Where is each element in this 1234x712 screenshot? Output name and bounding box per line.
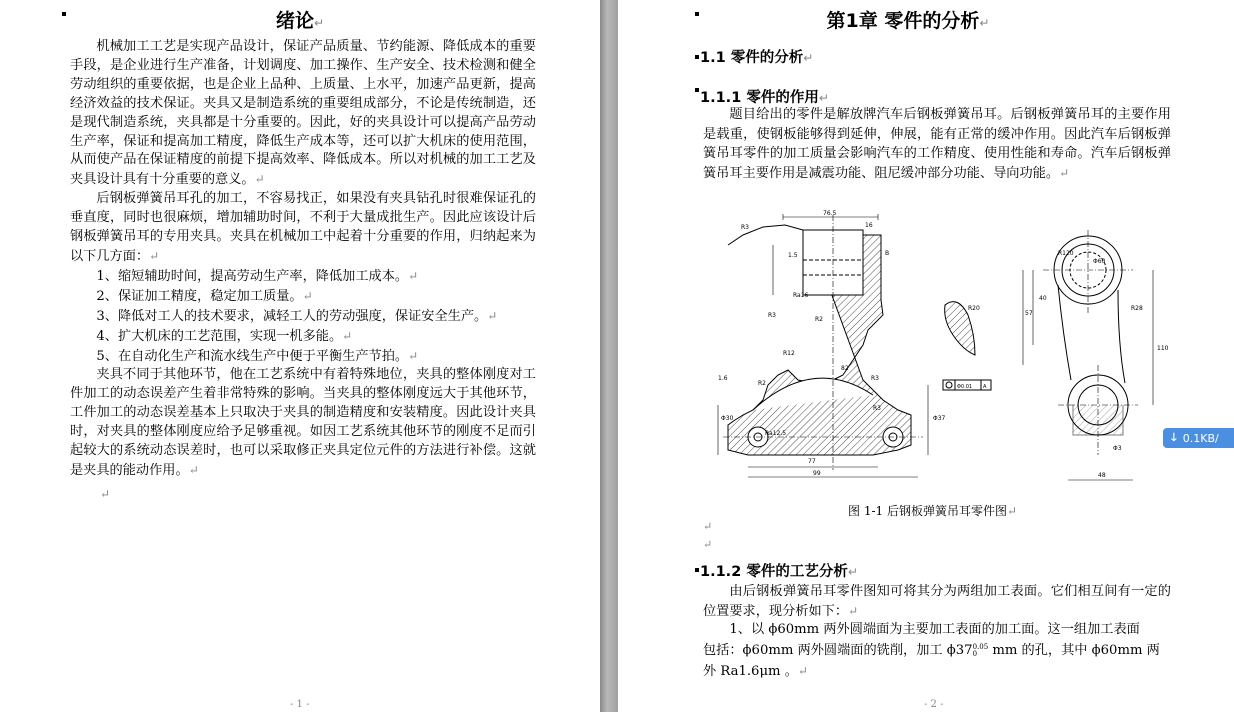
document-page-1	[0, 0, 600, 712]
dim-label: Φ3	[1113, 445, 1122, 452]
empty-paragraph: ↵	[703, 538, 713, 551]
paragraph: 机械加工工艺是实现产品设计，保证产品质量、节约能源、降低成本的重要手段，是企业进行生产准备，计划调度、加工操作、生产安全、技术检测和健全劳动组织的重要依据，也是企业上品种、上质量、上水平，加速产品更新，提高经济效益的技术保证。夹具又是制造系统的重要组成部分，不论是传统制造，还是现代制造系统，夹具都是十分重要的。因此，好的夹具设计可以提高产品劳动生产率，保证和提高加工精度，降低生产成本等，还可以扩大机床的使用范围，从而使产品在保证精度的前提下提高效率、降低成本。所以对机械的加工工艺及夹具设计具有十分重要的意义。↵	[70, 39, 536, 188]
section-heading-1-1-1: 1.1.1 零件的作用↵	[700, 90, 829, 106]
document-page-2	[618, 0, 1234, 712]
dim-label: 76.5	[823, 210, 837, 217]
dim-label: R3	[871, 375, 879, 382]
download-speed-badge[interactable]	[1163, 428, 1234, 448]
dim-label: R2	[758, 380, 766, 387]
page-gap	[600, 0, 618, 712]
list-item-1: 1、以 ϕ60mm 两外圆端面为主要加工表面的加工面。这一组加工表面 包括：ϕ60mm 两外圆端面的铣削，加工 ϕ37 0.05 0 mm 的孔，其中 ϕ60mm 两 外 Ra1.6μm 。↵	[703, 622, 1160, 679]
dim-label: 16	[865, 222, 873, 229]
list-item: 3、降低对工人的技术要求，减轻工人的劳动强度，保证安全生产。↵	[96, 308, 498, 324]
paragraph: 夹具不同于其他环节，他在工艺系统中有着特殊地位，夹具的整体刚度对工件加工的动态误差产生着非常特殊的影响。当夹具的整体刚度远大于其他环节，工件加工的动态误差基本上只取决于夹具的制造精度和安装精度。因此设计夹具时，对夹具的整体刚度应给予足够重视。如因工艺系统其他环节的刚度不足而引起较大的系统动态误差时，也可以采取修正夹具定位元件的方法进行补偿。这就是夹具的能动作用。↵	[70, 367, 536, 478]
list-item: 2、保证加工精度，稳定加工质量。↵	[96, 288, 313, 304]
list-bullet	[695, 55, 699, 59]
dim-label: Ra12.5	[765, 430, 787, 437]
dim-label: Φ30	[721, 415, 734, 422]
section-heading-1-1: 1.1 零件的分析↵	[700, 50, 814, 66]
dim-label: B	[885, 250, 890, 257]
dim-label: Φ60	[1093, 258, 1106, 265]
dim-label: R28	[1131, 305, 1143, 312]
dim-label: R120	[1058, 250, 1074, 257]
empty-paragraph: ↵	[100, 486, 111, 501]
part-drawing	[713, 205, 1173, 500]
download-speed-label: 0.1KB/	[1182, 431, 1219, 445]
empty-paragraph: ↵	[703, 520, 713, 533]
paragraph-1-1-2: 由后钢板弹簧吊耳零件图知可将其分为两组加工表面。它们相互间有一定的位置要求，现分析如下：↵	[703, 584, 1171, 619]
page-title: 绪论↵	[275, 10, 325, 32]
dim-label: 40	[1039, 295, 1047, 302]
paragraph: 后钢板弹簧吊耳孔的加工，不容易找正，如果没有夹具钻孔时很难保证孔的垂直度，同时也很麻烦，增加辅助时间，不利于大量成批生产。因此应该设计后钢板弹簧吊耳的专用夹具。夹具在机械加工中起着十分重要的作用，归纳起来为以下几方面：↵	[70, 191, 536, 264]
list-item: 5、在自动化生产和流水线生产中便于平衡生产节拍。↵	[96, 348, 419, 364]
dim-label: 110	[1157, 345, 1169, 352]
paragraph-1-1-1: 题目给出的零件是解放牌汽车后钢板弹簧吊耳。后钢板弹簧吊耳的主要作用是载重，使钢板能够得到延伸，伸展，能有正常的缓冲作用。因此汽车后钢板弹簧吊耳零件的加工质量会影响汽车的工作精度、使用性能和寿命。汽车后钢板弹簧吊耳主要作用是减震功能、阻尼缓冲部分功能、导向功能。↵	[703, 107, 1171, 181]
dim-label: A	[983, 384, 987, 390]
dim-label: R2	[815, 316, 823, 323]
list-bullet	[695, 568, 699, 572]
section-heading-1-1-2: 1.1.2 零件的工艺分析↵	[700, 564, 858, 580]
dim-label: 82	[841, 365, 849, 372]
page-number: - 2 -	[924, 699, 944, 710]
list-bullet	[695, 88, 699, 92]
dim-label: Ra16	[793, 292, 809, 299]
dim-label: R3	[873, 405, 881, 412]
list-item: 4、扩大机床的工艺范围，实现一机多能。↵	[96, 328, 353, 344]
list-item: 1、缩短辅助时间，提高劳动生产率，降低加工成本。↵	[96, 268, 419, 284]
dim-label: R12	[783, 350, 795, 357]
dim-label: R3	[741, 224, 749, 231]
dim-label: 1.6	[718, 375, 728, 382]
dim-label: 57	[1025, 310, 1033, 317]
dim-label: 48	[1098, 472, 1106, 479]
dim-label: Φ37	[933, 415, 946, 422]
dim-label: Φ0.01	[957, 384, 973, 390]
page-number: - 1 -	[290, 699, 310, 710]
dim-label: 99	[813, 470, 821, 477]
dim-label: R3	[768, 312, 776, 319]
download-arrow-icon: 🡓	[1171, 430, 1177, 444]
dim-label: 77	[808, 458, 816, 465]
chapter-title: 第1章 零件的分析↵	[826, 10, 990, 32]
dim-label: 1.5	[788, 252, 798, 259]
intro-text	[70, 38, 536, 505]
figure-caption: 图 1-1 后钢板弹簧吊耳零件图↵	[848, 504, 1018, 518]
dim-label: R20	[968, 305, 980, 312]
